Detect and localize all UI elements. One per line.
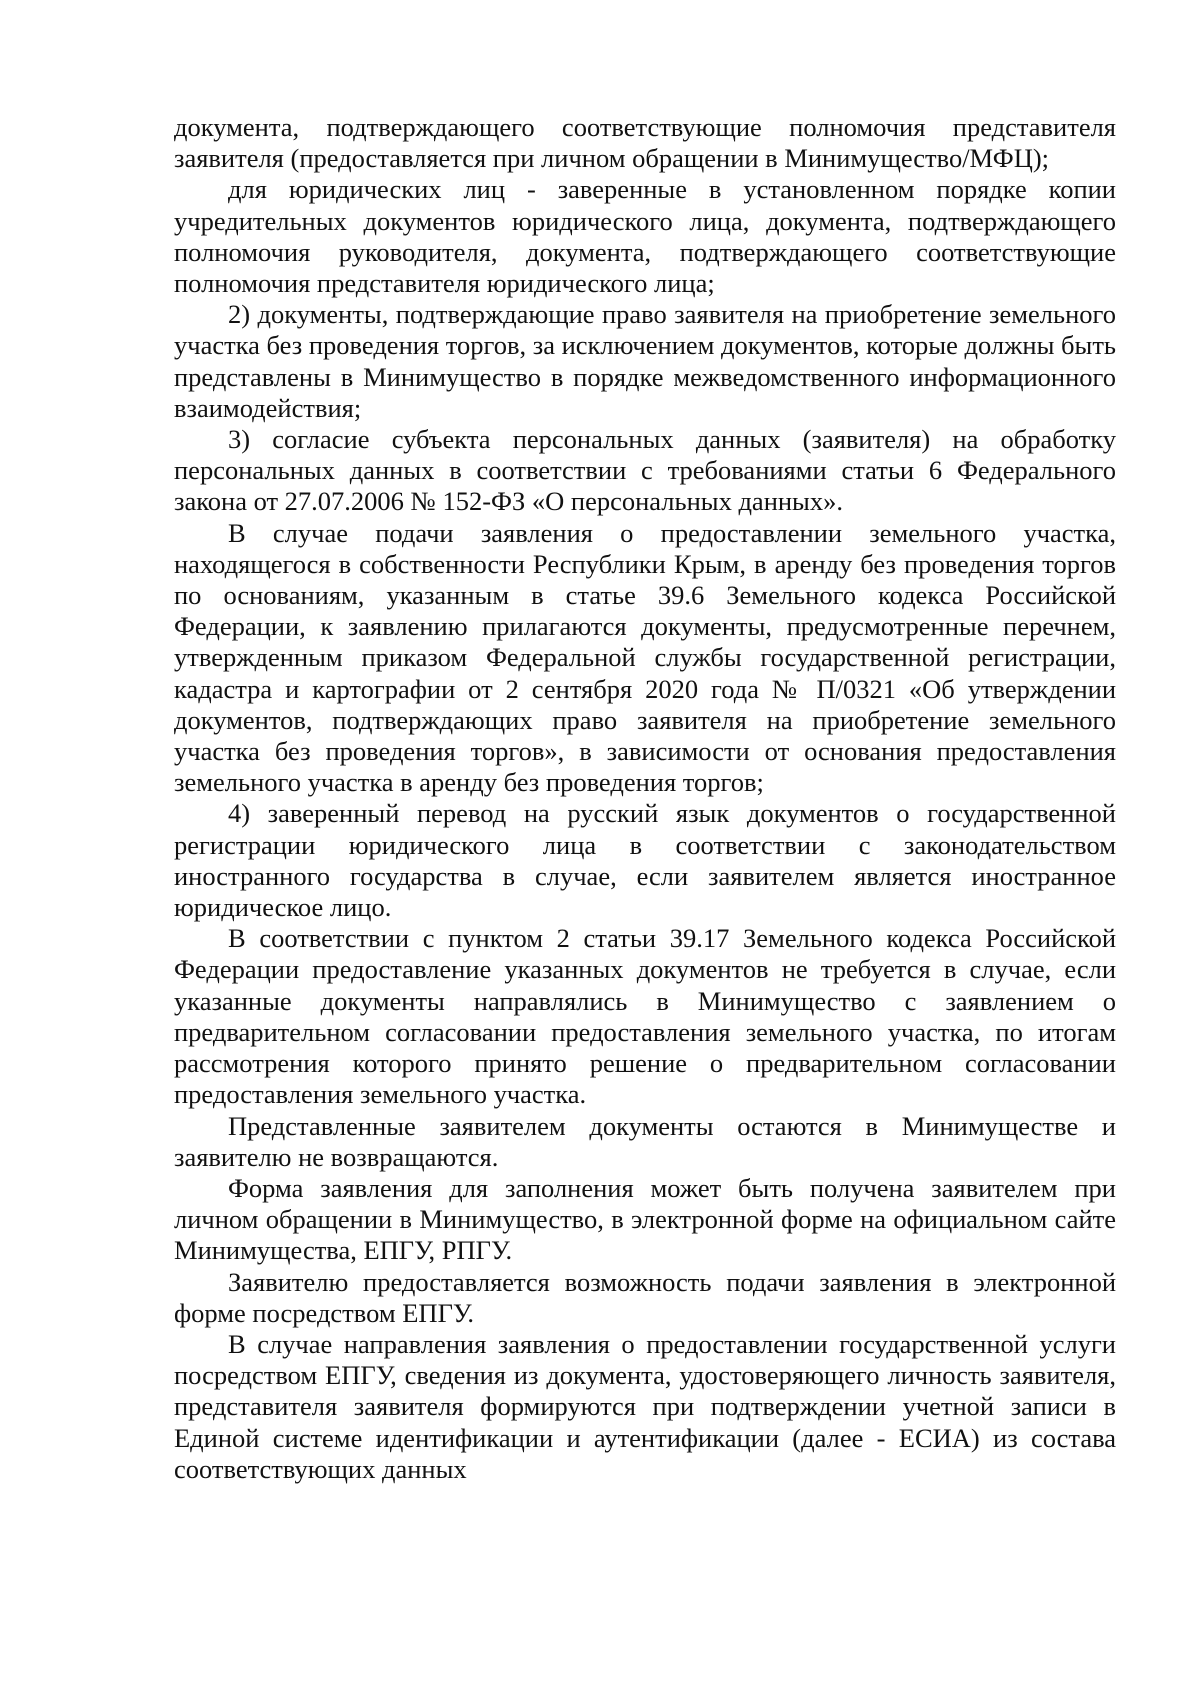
paragraph-8: Представленные заявителем документы остаются в Минимуществе и заявителю не возвращаются. [174, 1110, 1116, 1172]
paragraph-1: документа, подтверждающего соответствующие полномочия представителя заявителя (предоставляется при личном обращении в Минимущество/МФЦ); [174, 112, 1116, 174]
paragraph-9: Форма заявления для заполнения может быть получена заявителем при личном обращении в Минимущество, в электронной форме на официальном сайте Минимущества, ЕПГУ, РПГУ. [174, 1172, 1116, 1266]
paragraph-4: 3) согласие субъекта персональных данных (заявителя) на обработку персональных данных в соответствии с требованиями статьи 6 Федерального закона от 27.07.2006 № 152-ФЗ «О персональных данных». [174, 424, 1116, 517]
document-page [174, 112, 1116, 1485]
paragraph-3: 2) документы, подтверждающие право заявителя на приобретение земельного участка без проведения торгов, за исключением документов, которые должны быть представлены в Минимущество в порядке межведомственного информационного взаимодействия; [174, 299, 1116, 423]
paragraph-6: 4) заверенный перевод на русский язык документов о государственной регистрации юридического лица в соответствии с законодательством иностранного государства в случае, если заявителем является иностранное юридическое лицо. [174, 798, 1116, 923]
paragraph-11: В случае направления заявления о предоставлении государственной услуги посредством ЕПГУ, сведения из документа, удостоверяющего личность заявителя, представителя заявителя формируются при подтверждении учетной записи в Единой системе идентификации и аутентификации (далее - ЕСИА) из состава соответствующих данных [174, 1328, 1116, 1484]
paragraph-5: В случае подачи заявления о предоставлении земельного участка, находящегося в собственности Республики Крым, в аренду без проведения торгов по основаниям, указанным в статье 39.6 Земельного кодекса Российской Федерации, к заявлению прилагаются документы, предусмотренные перечнем, утвержденным приказом Федеральной службы государственной регистрации, кадастра и картографии от 2 сентября 2020 года № П/0321 «Об утверждении документов, подтверждающих право заявителя на приобретение земельного участка без проведения торгов», в зависимости от основания предоставления земельного участка в аренду без проведения торгов; [174, 517, 1116, 798]
paragraph-10: Заявителю предоставляется возможность подачи заявления в электронной форме посредством ЕПГУ. [174, 1266, 1116, 1328]
paragraph-2: для юридических лиц - заверенные в установленном порядке копии учредительных документов юридического лица, документа, подтверждающего полномочия руководителя, документа, подтверждающего соответствующие полномочия представителя юридического лица; [174, 174, 1116, 299]
paragraph-7: В соответствии с пунктом 2 статьи 39.17 Земельного кодекса Российской Федерации предоставление указанных документов не требуется в случае, если указанные документы направлялись в Минимущество с заявлением о предварительном согласовании предоставления земельного участка, по итогам рассмотрения которого принято решение о предварительном согласовании предоставления земельного участка. [174, 923, 1116, 1110]
